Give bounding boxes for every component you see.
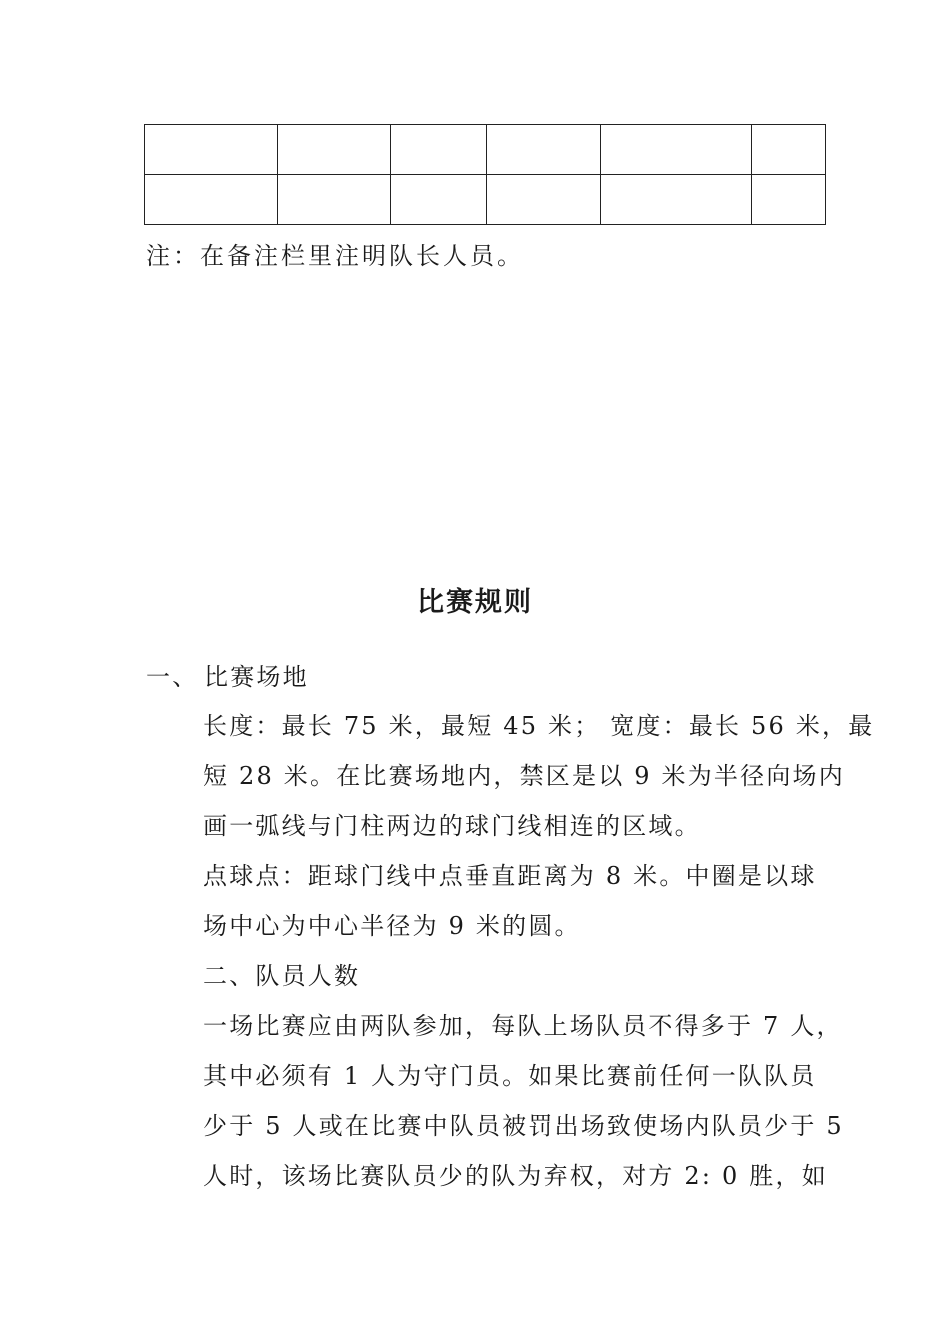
table-cell bbox=[752, 125, 826, 175]
table-cell bbox=[752, 175, 826, 225]
table-note: 注：在备注栏里注明队长人员。 bbox=[146, 242, 524, 270]
table-cell bbox=[278, 175, 391, 225]
subsection-heading: 二、队员人数 bbox=[203, 962, 361, 990]
table-cell bbox=[601, 125, 752, 175]
section-heading-text: 比赛场地 bbox=[204, 663, 309, 691]
body-line: 场中心为中心半径为 9 米的圆。 bbox=[203, 912, 581, 940]
table-cell bbox=[391, 175, 487, 225]
body-line: 人时，该场比赛队员少的队为弃权，对方 2: 0 胜，如 bbox=[203, 1162, 828, 1190]
body-line: 画一弧线与门柱两边的球门线相连的区域。 bbox=[203, 812, 701, 840]
table-cell bbox=[487, 125, 601, 175]
body-line: 少于 5 人或在比赛中队员被罚出场致使场内队员少于 5 bbox=[203, 1112, 844, 1140]
body-line: 长度：最长 75 米，最短 45 米； 宽度：最长 56 米，最 bbox=[203, 712, 875, 740]
body-line: 一场比赛应由两队参加，每队上场队员不得多于 7 人， bbox=[203, 1012, 843, 1040]
roster-table bbox=[144, 124, 826, 225]
body-line: 短 28 米。在比赛场地内，禁区是以 9 米为半径向场内 bbox=[203, 762, 845, 790]
section-title: 比赛规则 bbox=[417, 587, 533, 618]
table-cell bbox=[145, 125, 278, 175]
table-row bbox=[145, 125, 826, 175]
section-number: 一、 bbox=[146, 663, 199, 691]
section-heading bbox=[146, 662, 309, 692]
table-cell bbox=[601, 175, 752, 225]
table-cell bbox=[278, 125, 391, 175]
body-line: 其中必须有 1 人为守门员。如果比赛前任何一队队员 bbox=[203, 1062, 817, 1090]
table-cell bbox=[145, 175, 278, 225]
body-line: 点球点：距球门线中点垂直距离为 8 米。中圈是以球 bbox=[203, 862, 817, 890]
table-cell bbox=[391, 125, 487, 175]
table-cell bbox=[487, 175, 601, 225]
table-row bbox=[145, 175, 826, 225]
